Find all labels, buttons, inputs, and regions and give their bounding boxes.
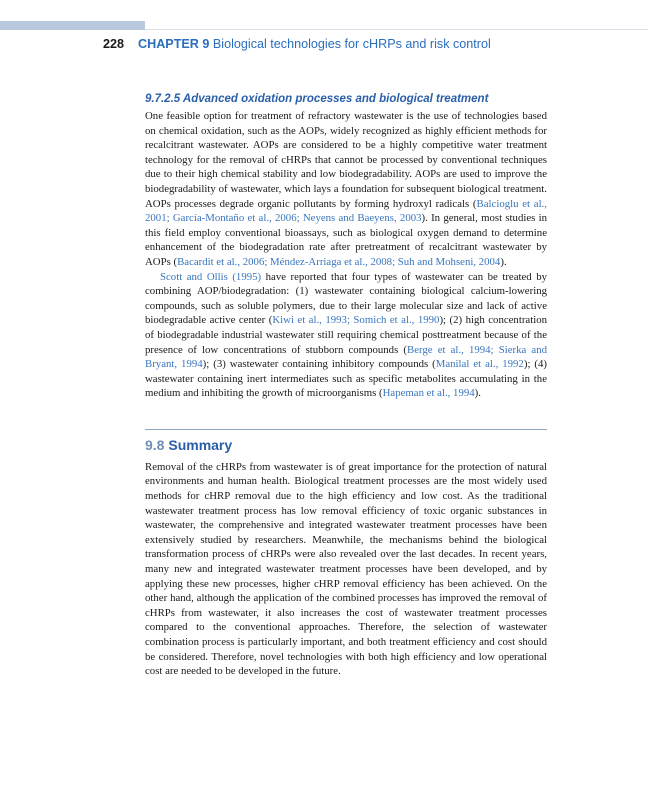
header-accent-bar [0,21,145,30]
text-run: ); (4) wastewater containing inert intermediates such as specific metabolites accumulating in the medium and inhibiting the growth of microorganisms ( [145,358,547,400]
chapter-label: CHAPTER 9 [138,37,210,51]
subsection-heading: 9.7.2.5 Advanced oxidation processes and biological treatment [145,93,489,105]
citation-link[interactable]: Scott and Ollis (1995) [160,270,262,283]
text-run: ). [474,387,481,400]
text-run: One feasible option for treatment of refractory wastewater is the use of technologies based on chemical oxidation, such as the AOPs, widely recognized as highly efficient methods for recalcitrant wastewater. AOPs are considered to be a highly competitive water treatment technology for the removal of cHRPs that cannot be processed by conventional techniques due to their high chemical stability and low biodegradability. AOPs are used to improve the biodegradability of wastewater, which lays a foundation for subsequent biological treatment. AOPs processes degrade organic pollutants by forming hydroxyl radicals ( [145,110,547,210]
header-rule [145,29,648,30]
paragraph-summary: Removal of the cHRPs from wastewater is of great importance for the protection of natural environments and human health. Biological treatment processes are the most widely used methods for cHRP removal due to the high efficiency and low cost. As the traditional wastewater treatment process has low removal efficiency of toxic organic substances in wastewater, the comprehensive and integrated wastewater treatment processes have been extensively studied by researchers. Meanwhile, the mechanisms behind the biological transformation process of cHRPs were also revealed over the last decades. In recent years, many new and integrated wastewater treatment processes have been developed, and by applying these new processes, higher cHRP removal efficiency has been achieved. On the other hand, although the application of the combined processes has improved the removal of cHRPs from wastewater, it also increases the cost of wastewater treatment processes compared to the conventional approaches. Therefore, the selection of wastewater combination process is particularly important, and both treatment efficiency and cost should be considered. Therefore, novel technologies with both high efficiency and low operational cost are needed to be developed in the future. [145,460,547,678]
page-number: 228 [103,37,125,51]
paragraph-aop-intro [145,109,547,270]
paragraph-aop-types [145,270,547,401]
section-number: 9.8 [145,436,165,453]
text-run: ). [500,255,507,268]
citation-link[interactable]: Kiwi et al., 1993; Somich et al., 1990 [272,314,440,327]
citation-link[interactable]: Balcioglu et al., 2001; García-Montaño et al., 2006; Neyens and Baeyens, 2003 [145,197,547,225]
page-content [145,91,547,679]
citation-link[interactable]: Berge et al., 1994; Sierka and Bryant, 1994 [145,343,547,371]
citation-link[interactable]: Manilal et al., 1992 [435,358,524,371]
citation-link[interactable]: Hapeman et al., 1994 [382,387,475,400]
citation-link[interactable]: Bacardit et al., 2006; Méndez-Arriaga et al., 2008; Suh and Mohseni, 2004 [177,255,501,268]
section-title: Summary [168,436,233,453]
text-run: ); (2) high concentration of biodegradable industrial wastewater still requiring chemical posttreatment because of the presence of low concentrations of stubborn compounds ( [145,314,548,356]
text-run: have reported that four types of wastewater can be treated by combining AOP/biodegradation: (1) wastewater containing biological calcium-lowering compounds, such as soluble polymers, due to their large molecular size and lack of active biodegradable active center ( [145,270,548,327]
section-divider [145,429,547,430]
text-run: ); (3) wastewater containing inhibitory compounds ( [202,358,436,371]
chapter-title: Biological technologies for cHRPs and risk control [212,37,491,51]
section-heading [145,436,547,454]
text-run: ). In general, most studies in this field employ conventional bioassays, such as biological oxygen demand to determine enhancement of the biodegradation rate after pretreatment of recalcitrant wastewater by AOPs ( [145,212,548,268]
running-head [103,35,491,53]
